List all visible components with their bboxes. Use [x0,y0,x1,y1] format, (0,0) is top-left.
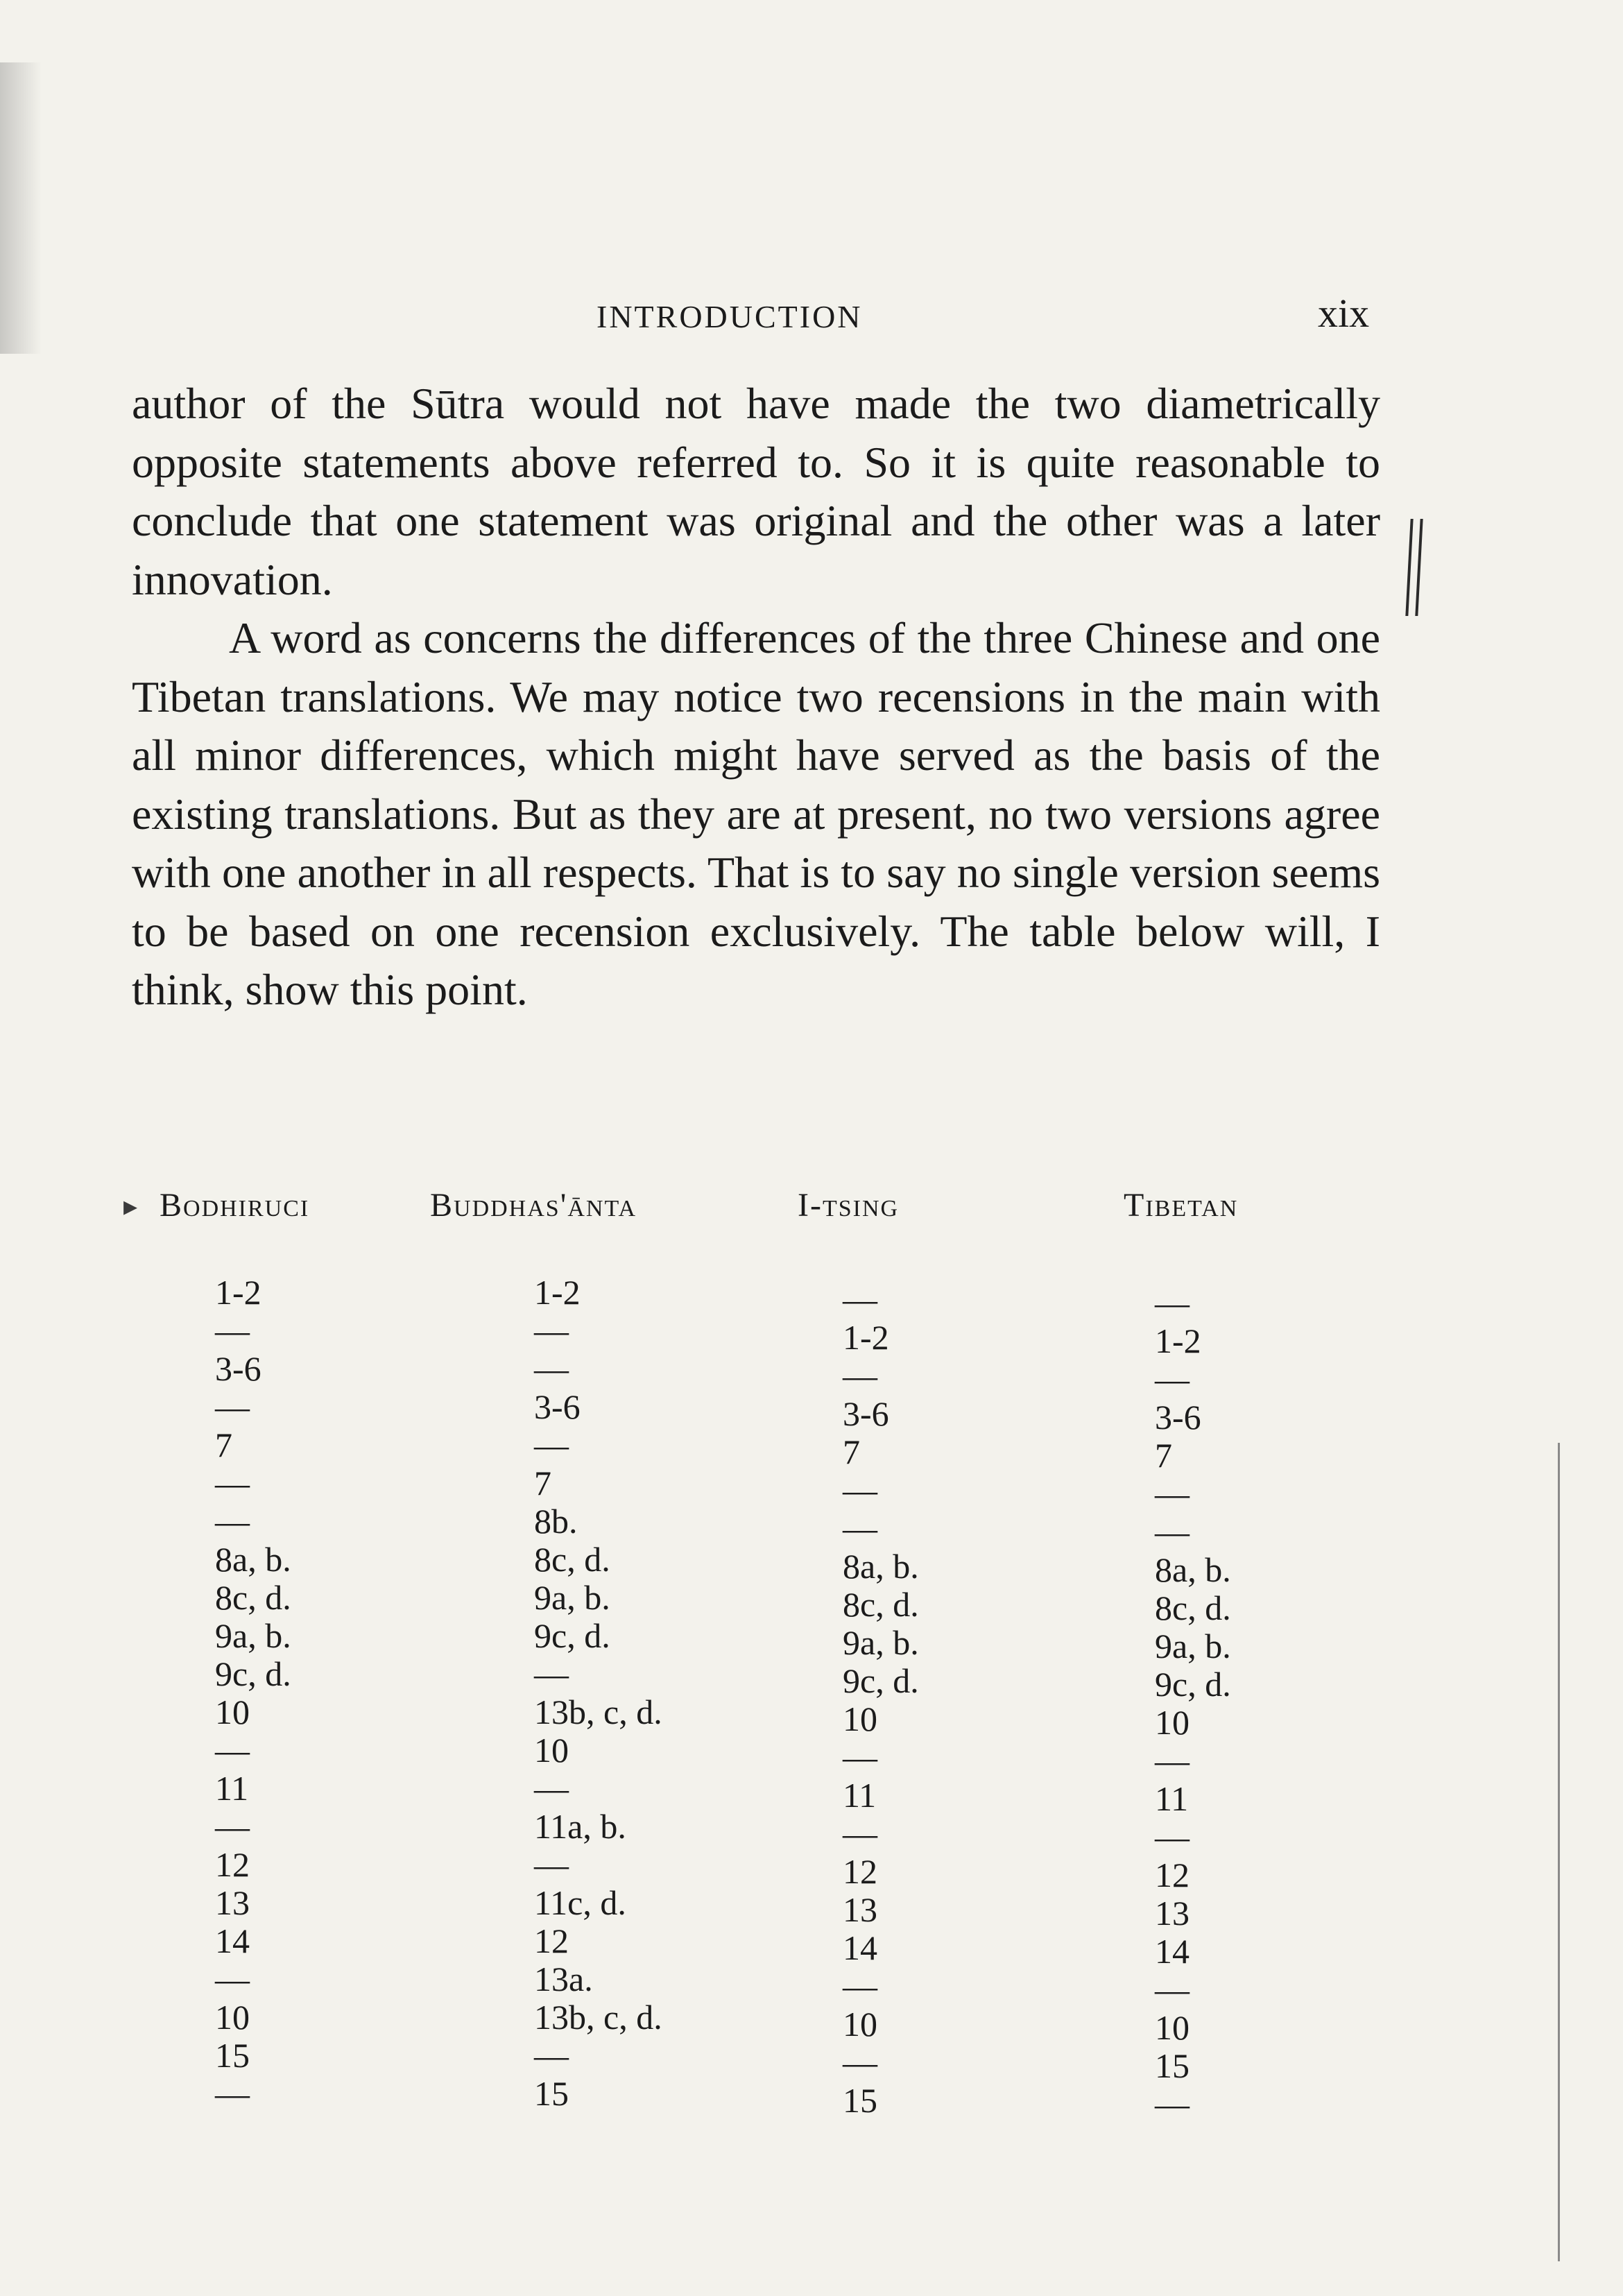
table-cell: 15 [1155,2046,1190,2085]
table-cell: — [1155,1283,1190,1322]
table-cell: — [534,1654,569,1693]
table-cell: — [1155,1741,1190,1780]
table-cell: 3-6 [215,1349,261,1388]
table-cell: 7 [534,1464,551,1502]
table-cell: — [534,1845,569,1884]
table-cell: 11 [843,1776,877,1815]
column-header-buddhasanta: Buddhas'ānta [430,1187,637,1224]
table-cell: 9a, b. [534,1578,610,1617]
table-cell: 3-6 [843,1394,889,1433]
table-cell: 15 [843,2081,877,2120]
table-cell: 10 [534,1731,569,1770]
table-cell: 1-2 [534,1273,581,1312]
table-cell: 9c, d. [843,1661,919,1700]
table-cell: 14 [1155,1932,1190,1971]
table-cell: — [843,1356,877,1395]
table-cell: — [843,1509,877,1548]
column-header-itsing: I-tsing [798,1187,900,1224]
column-header-tibetan: Tibetan [1124,1187,1239,1224]
table-cell: — [843,1280,877,1319]
table-cell: 9a, b. [1155,1627,1231,1665]
table-cell: 9c, d. [534,1616,610,1655]
table-cell: — [215,1311,250,1350]
table-cell: 1-2 [843,1318,889,1357]
page-edge-shadow [0,62,42,354]
table-cell: — [215,1464,250,1502]
table-cell: 10 [843,2005,877,2044]
column-bodhiruci [215,1274,291,2113]
table-cell: 11a, b. [534,1807,626,1846]
table-cell: 11 [1155,1779,1189,1818]
table-cell: 15 [534,2074,569,2113]
table-cell: 8c, d. [534,1540,610,1579]
paragraph-translations: A word as concerns the differences of the three Chinese and one Tibetan translations. We may notice two recensions in the main with all minor differences, which might have served as the basis of the existing translations. But as they are at present, no two versions agree with one another in all respects. That is to say no single version seems to be based on one recension exclusively. The table below will, I think, show this point. [132,613,1380,1014]
table-cell: — [1155,1970,1190,2009]
table-cell: 13a. [534,1960,593,1998]
table-cell: 7 [843,1432,860,1471]
table-cell: 11 [215,1769,249,1808]
page-number: xix [1318,291,1370,336]
table-cell: 8a, b. [215,1540,291,1579]
table-cell: 7 [1155,1436,1172,1475]
table-cell: — [1155,1474,1190,1513]
table-cell: 10 [843,1699,877,1738]
table-cell: — [534,2036,569,2075]
table-cell: 8c, d. [1155,1588,1231,1627]
table-cell: — [843,1814,877,1853]
table-cell: — [1155,2084,1190,2123]
table-cell: 9c, d. [1155,1665,1231,1704]
table-cell: 11c, d. [534,1883,626,1922]
column-buddhasanta [534,1274,662,2113]
table-cell: 8c, d. [215,1578,291,1617]
table-cell: — [534,1349,569,1388]
table-cell: 7 [215,1425,232,1464]
table-cell: 10 [1155,2008,1190,2047]
body-text [132,375,1380,1020]
table-cell: 13b, c, d. [534,1998,662,2037]
table-cell: 1-2 [1155,1321,1201,1360]
column-header-bodhiruci: Bodhiruci [160,1187,310,1224]
table-cell: 13b, c, d. [534,1693,662,1731]
table-cell: — [215,1502,250,1541]
paragraph-continuation: author of the Sūtra would not have made the two diametrically opposite statements above referred to. So it is quite reasonable to conclude that one statement was original and the other was a later innovation. [132,379,1380,604]
table-cell: 14 [843,1928,877,1967]
table-cell: 10 [1155,1703,1190,1742]
table-cell: 10 [215,1998,250,2037]
margin-double-bar-mark [1407,519,1427,616]
table-cell: 9a, b. [215,1616,291,1655]
table-cell: — [1155,1817,1190,1856]
table-cell: 3-6 [534,1387,581,1426]
table-cell: — [1155,1512,1190,1551]
table-cell: 9c, d. [215,1654,291,1693]
table-cell: — [215,1731,250,1770]
table-cell: 1-2 [215,1273,261,1312]
column-itsing [843,1280,919,2120]
table-cell: 13 [1155,1894,1190,1933]
table-cell: — [215,2074,250,2113]
table-cell: — [843,1738,877,1776]
table-cell: 13 [215,1883,250,1922]
running-head: INTRODUCTION [596,299,863,334]
table-cell: 15 [215,2036,250,2075]
table-cell: 8a, b. [843,1547,919,1586]
table-cell: — [215,1960,250,1998]
table-cell: — [534,1425,569,1464]
table-cell: 12 [1155,1856,1190,1894]
table-cell: — [843,2043,877,2082]
table-cell: 9a, b. [843,1623,919,1662]
table-cell: 12 [534,1921,569,1960]
table-cell: 8a, b. [1155,1550,1231,1589]
table-cell: 12 [215,1845,250,1884]
table-cell: — [215,1807,250,1846]
table-cell: 13 [843,1890,877,1929]
table-cell: 3-6 [1155,1398,1201,1437]
ink-speck: ▸ [123,1190,138,1222]
table-cell: — [1155,1360,1190,1398]
scan-edge-rule [1558,1443,1560,2261]
table-cell: 12 [843,1852,877,1891]
table-cell: 8c, d. [843,1585,919,1624]
table-cell: 14 [215,1921,250,1960]
table-cell: — [215,1387,250,1426]
table-cell: — [534,1769,569,1808]
table-cell: — [843,1967,877,2005]
column-tibetan [1155,1284,1231,2123]
table-cell: — [843,1471,877,1509]
table-cell: 8b. [534,1502,578,1541]
table-cell: 10 [215,1693,250,1731]
table-cell: — [534,1311,569,1350]
